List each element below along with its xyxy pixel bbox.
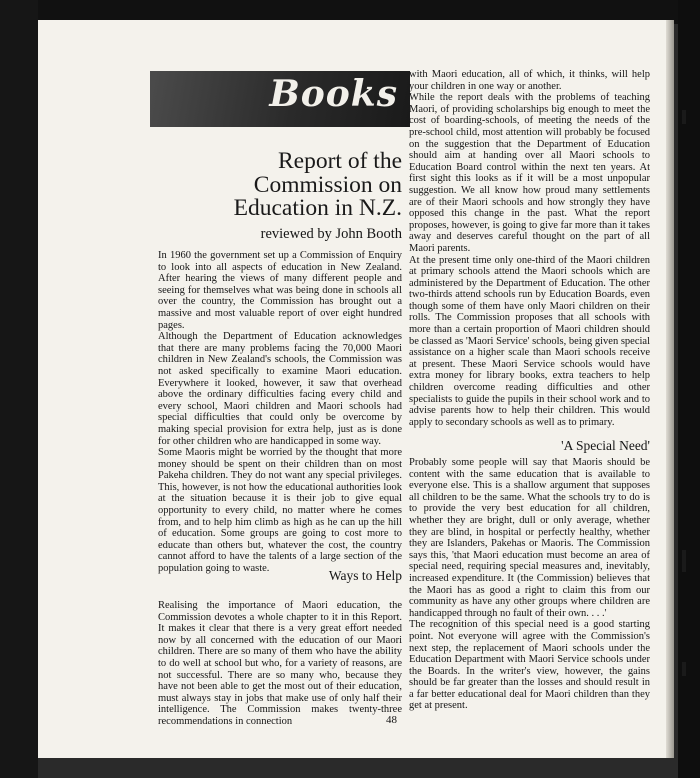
article-title: Report of the Commission on Education in N.Z. (233, 148, 402, 221)
right-column-text-lower: Probably some people will say that Maoris should be content with the same education that is available to everyone else. This is a shallow argument that supposes all children to be the same. What the schools try to do is to provide the very best education for all children, whether they are bright, dull or only average, whether they are blind, in hospital or perfectly healthy, whether they are Islanders, Pakehas or Maoris. The Commission says this, 'that Maori education must become an area of special need, requiring special measures and, inevitably, increased expenditure. It (the Commission) believes that the Maori has as good a right to claim this from our community as have any other groups where children are handicapped through no fault of their own. . . .' The recognition of this special need is a good starting point. Not everyone will agree with the Commission's next step, the replacement of Maori schools under the Education Department with Maori Service schools under the Boards. In the writer's view, however, the gains should be far greater than the losses and should result in a far better educational deal for Maori children than they get at present. (409, 457, 650, 712)
page-fold-shadow (666, 20, 674, 758)
margin-mark (682, 662, 686, 676)
subheading-ways-to-help: Ways to Help (328, 568, 402, 583)
margin-mark (682, 550, 686, 572)
right-column-text-upper: with Maori education, all of which, it thinks, will help your children in one way or another. While the report deals with the problems of teaching Maori, of providing scholarships big enough to meet the cost of boarding-schools, of meeting the needs of the pre-school child, most attention will probably be focused on the suggestion that the Department of Education should aim at handing over all Maori schools to Education Board control within the next ten years. At first sight this looks as if it will be a most unpopular suggestion. We all know how proud many settlements are of their Maori schools and how strongly they have opposed this change in the past. What the report proposes, however, is going to give far more than it takes away and deserves careful thought on the part of all Maori parents. At the present time only one-third of the Maori children at primary schools attend the Maori schools which are administered by the Department of Education. The other two-thirds attend schools run by Education Boards, even though some of them have only Maori children on their rolls. The Commission proposes that all schools with more than a certain proportion of Maori children should be classed as 'Maori Service' schools, being given special assistance on a higher scale than Maori schools receive at present. These Maori Service schools would have extra money for library books, extra teachers to help children overcome reading difficulties and other specialists to guide the pupils in their school work and to advise parents how to help their children. This would apply to secondary schools as well as to primary. (409, 69, 650, 428)
margin-mark (682, 110, 686, 124)
magazine-page (38, 20, 674, 758)
section-banner (150, 71, 410, 127)
subheading-special-need: 'A Special Need' (561, 438, 650, 453)
article-byline: reviewed by John Booth (260, 226, 402, 242)
section-banner-label: Books (269, 73, 398, 115)
page-number: 48 (386, 714, 397, 726)
left-column-text-upper: In 1960 the government set up a Commission of Enquiry to look into all aspects of education in New Zealand. After hearing the views of many different people and seeing for themselves what was being done in schools all over the country, the Commission has brought out a massive and most valuable report of over eight hundred pages. Although the Department of Education acknowledges that there are many problems facing the 70,000 Maori children in New Zealand's schools, the Commission was not asked specifically to examine Maori education. Everywhere it looked, however, it saw that overhead above the ordinary difficulties facing every child and every school, Maori children and Maori schools had special difficulties that could only be overcome by making special provision for extra help, just as is done for other children who are handicapped in some way. Some Maoris might be worried by the thought that more money should be spent on their children than on most Pakeha children. They do not want any special privileges. This, however, is not how the educational authorities look at the situation because it is their job to give equal opportunity to every child, no matter where he comes from, and to help him climb as high as he can up the hill of education. Some groups are going to cost more to educate than others but, whatever the cost, the country cannot afford to have the talents of a large section of the population going to waste. (158, 250, 402, 575)
scan-border-left (0, 0, 38, 778)
left-column-text-lower: Realising the importance of Maori education, the Commission devotes a whole chapter to it in this Report. It makes it clear that there is a very great effort needed now by all concerned with the education of our Maori children. There are so many of them who have the ability to do well at school but who, for a variety of reasons, are not successful. There are so many who, because they have not been able to get the most out of their education, must always stay in jobs that make use of only half their intelligence. The Commission makes twenty-three recommendations in connection (158, 600, 402, 727)
